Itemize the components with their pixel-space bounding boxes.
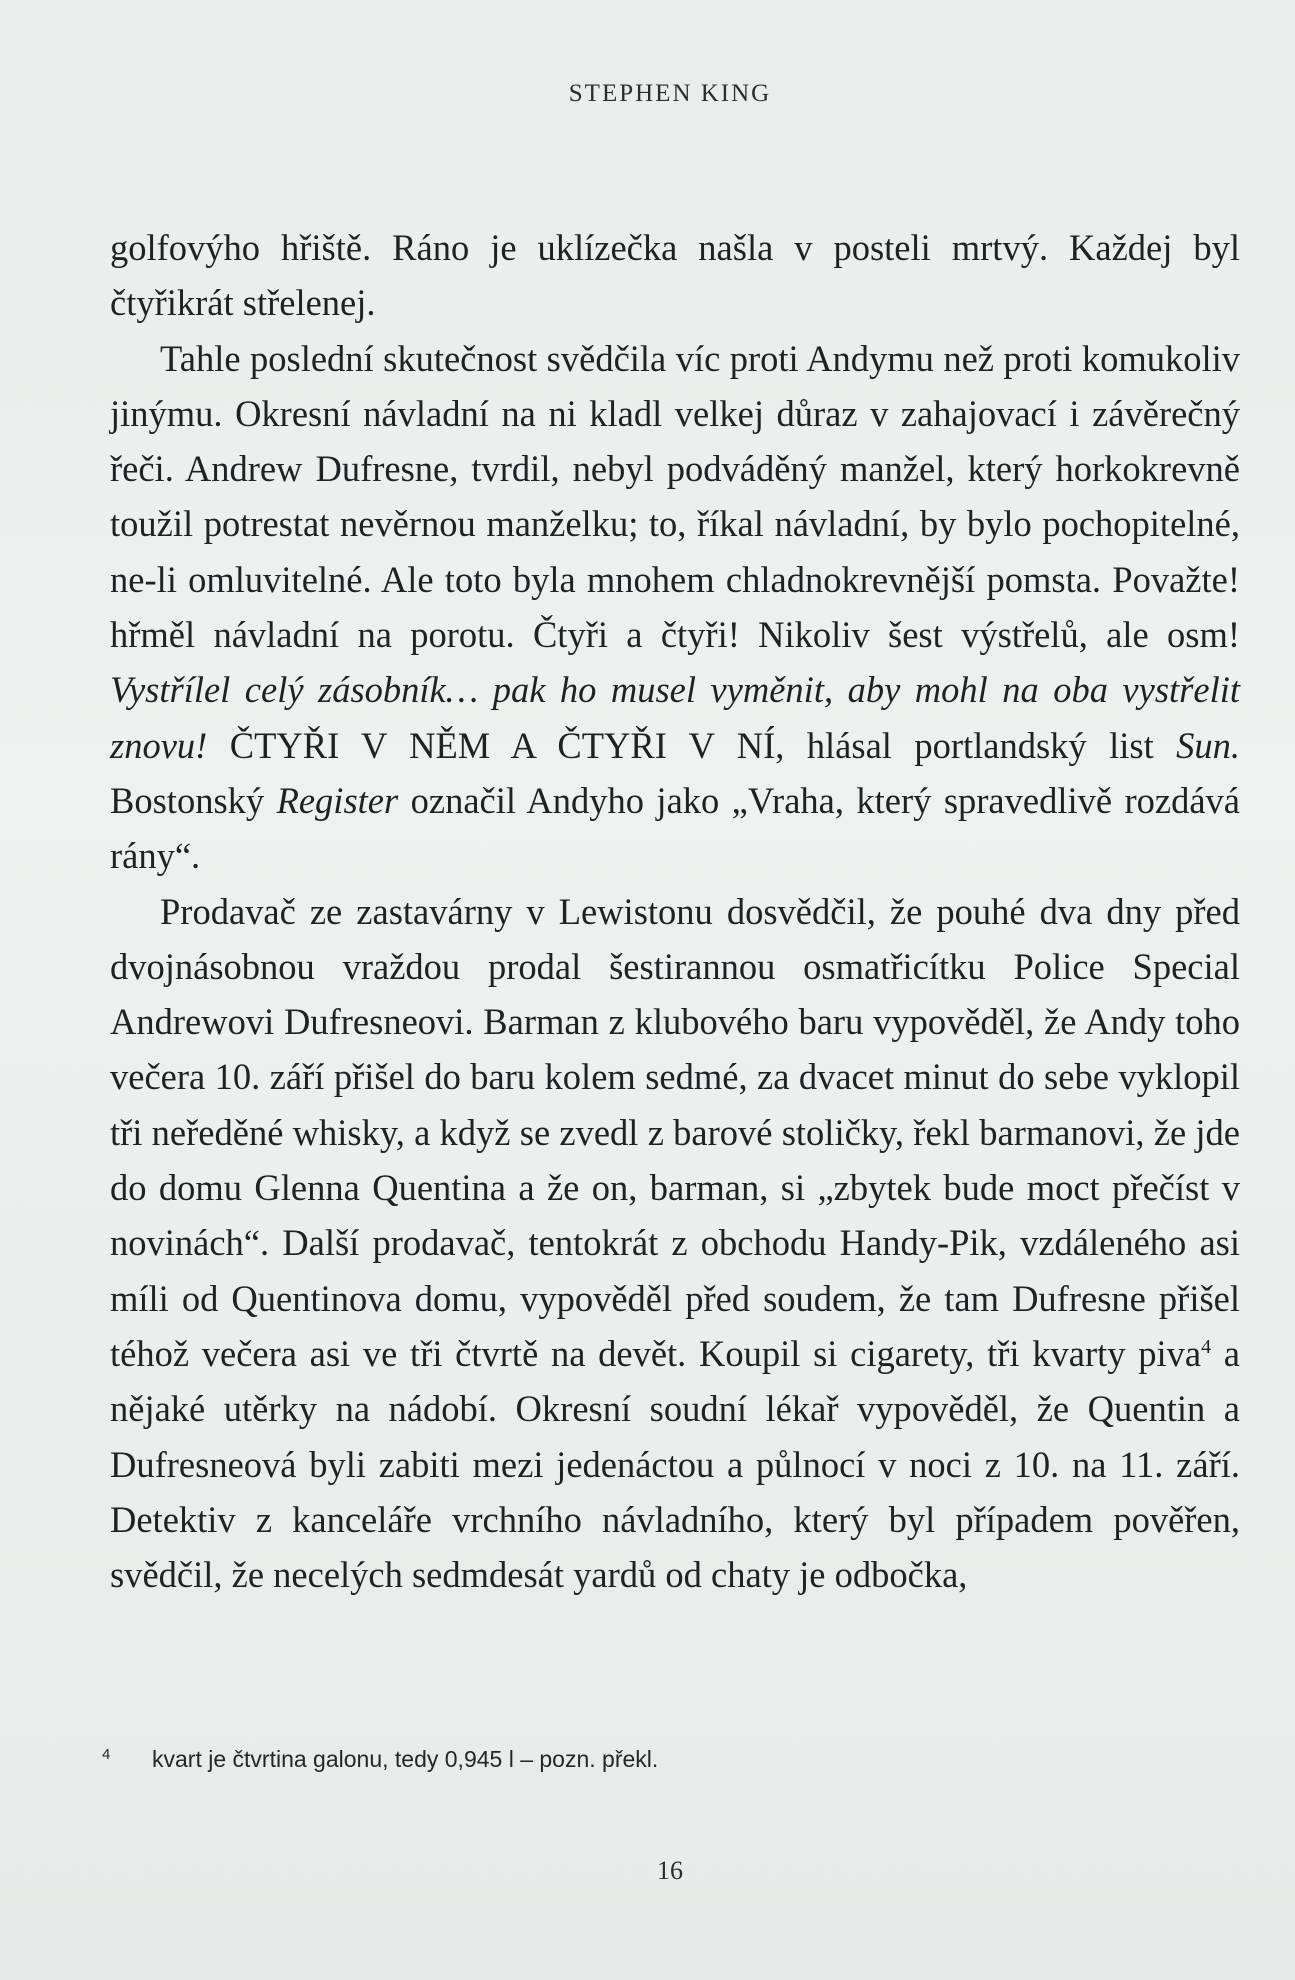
paragraph-3-text-b: a nějaké utěrky na nádobí. Okresní soudní lékař vypověděl, že Quentin a Dufresneová byli zabiti mezi jedenáctou a půlnocí v noci z 10. na 11. září. Detektiv z kanceláře vrchního návladního, který byl případem pověřen, svědčil, že necelých sedmdesát yardů od chaty je odbočka, — [110, 1332, 1240, 1596]
running-head: STEPHEN KING — [568, 80, 772, 107]
paragraph-2-text-c: ČTYŘI V NĚM A ČTYŘI V NÍ, hlásal portlandský list — [207, 724, 1177, 766]
paragraph-2 — [110, 331, 1240, 884]
footnote-number: 4 — [102, 1746, 111, 1763]
paragraph-2-text-e: Bostonský — [110, 779, 277, 821]
paragraph-2-text-g: označil Andyho jako „Vraha, který spravedlivě rozdává rány“. — [110, 779, 1240, 877]
footnote-text: kvart je čtvrtina galonu, tedy 0,945 l – pozn. překl. — [152, 1746, 659, 1772]
newspaper-title-sun: Sun. — [1176, 724, 1240, 766]
footnote-reference: 4 — [1201, 1335, 1212, 1358]
paragraph-1: golfovýho hřiště. Ráno je uklízečka našla v posteli mrtvý. Každej byl čtyřikrát střelenej. — [110, 227, 1240, 324]
footnote — [100, 1746, 1240, 1773]
newspaper-title-register: Register — [276, 779, 399, 821]
page-number: 16 — [657, 1856, 683, 1885]
body-text — [110, 220, 1240, 1602]
paragraph-2-italic-quote: Vystřílel celý zásobník… pak ho musel vyměnit, aby mohl na oba vystřelit znovu! — [110, 669, 1240, 766]
paragraph-3-text-a: Prodavač ze zastavárny v Lewistonu dosvědčil, že pouhé dva dny před dvojnásobnou vraždou prodal šestirannou osmatřicítku Police Special Andrewovi Dufresneovi. Barman z klubového baru vypověděl, že Andy toho večera 10. září přišel do baru kolem sedmé, za dvacet minut do sebe vyklopil tři neředěné whisky, a když se zvedl z barové stoličky, řekl barmanovi, že jde do domu Glenna Quentina a že on, barman, si „zbytek bude moct přečíst v novinách“. Další prodavač, tentokrát z obchodu Handy-Pik, vzdáleného asi míli od Quentinova domu, vypověděl před soudem, že tam Dufresne přišel téhož večera asi ve tři čtvrtě na devět. Koupil si cigarety, tři kvarty piva — [110, 890, 1240, 1374]
paragraph-3 — [110, 884, 1240, 1603]
paragraph-2-text-a: Tahle poslední skutečnost svědčila víc proti Andymu než proti komukoliv jinýmu. Okresní návladní na ni kladl velkej důraz v zahajovací i závěrečný řeči. Andrew Dufresne, tvrdil, nebyl podváděný manžel, který horkokrevně toužil potrestat nevěrnou manželku; to, říkal návladní, by bylo pochopitelné, ne-li omluvitelné. Ale toto byla mnohem chladnokrevnější pomsta. Považte! hřměl návladní na porotu. Čtyři a čtyři! Nikoliv šest výstřelů, ale osm! — [110, 337, 1240, 656]
